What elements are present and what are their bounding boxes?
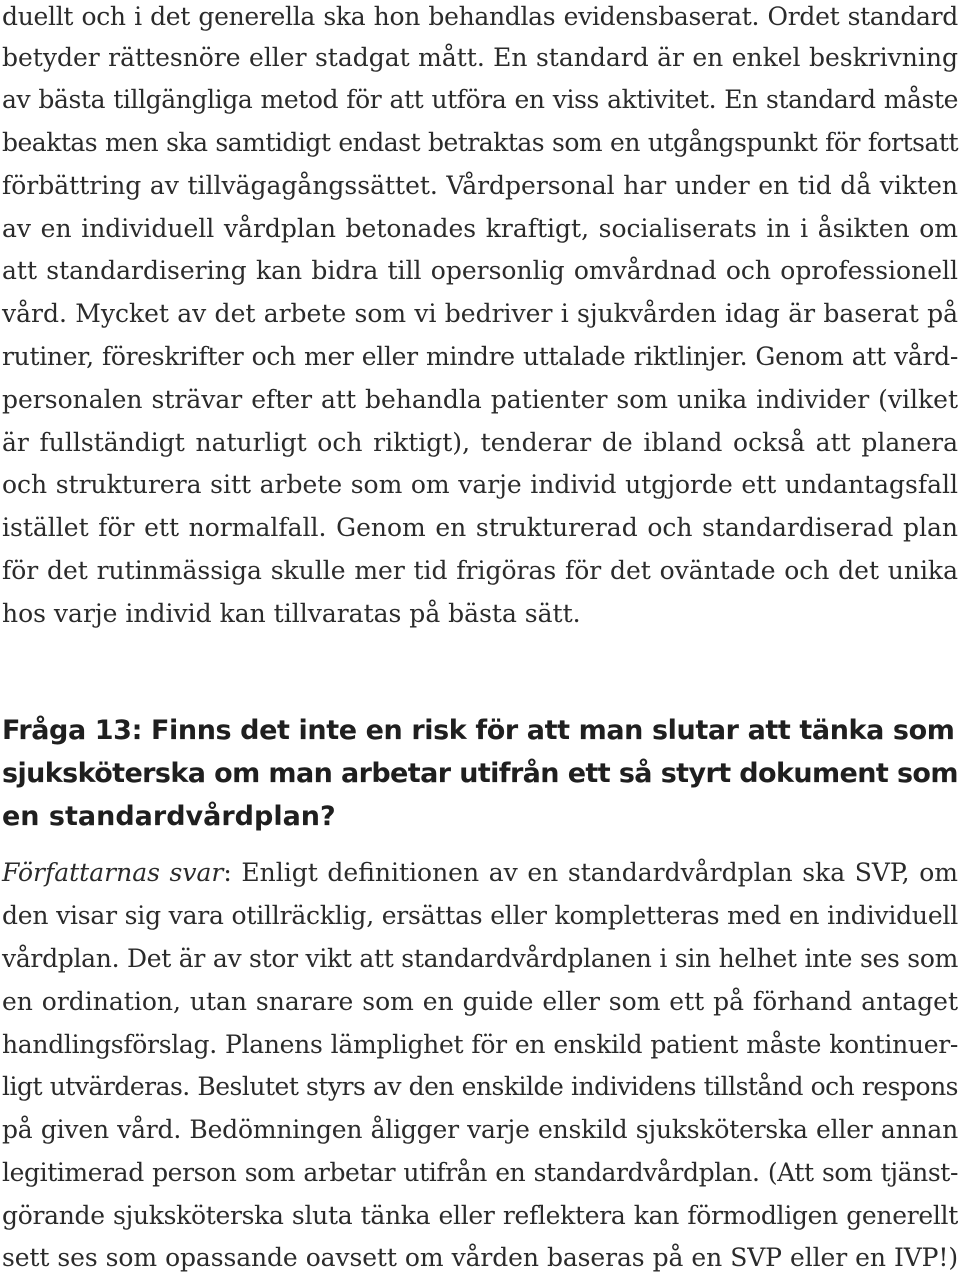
answer-text-line: sett ses som opassande oavsett om vården baseras på en SVP eller en IVP!) <box>2 1243 958 1272</box>
body-text-line: hos varje individ kan tillvaratas på bästa sätt. <box>2 599 581 628</box>
answer-text-line: den visar sig vara otillräcklig, ersättas eller kompletteras med en individuell <box>2 901 958 930</box>
body-text-line: av en individuell vårdplan betonades kraftigt, socialiserats in i åsikten om <box>2 214 958 243</box>
answer-label: Författarnas svar <box>2 858 224 887</box>
body-text-line: istället för ett normalfall. Genom en strukturerad och standardiserad plan <box>2 513 958 542</box>
body-text-line: personalen strävar efter att behandla patienter som unika individer (vilket <box>2 385 958 414</box>
body-text-line: duellt och i det generella ska hon behandlas evidensbaserat. Ordet standard <box>2 2 958 31</box>
question-heading-line: sjuksköterska om man arbetar utifrån ett så styrt dokument som <box>2 758 958 789</box>
answer-first-line <box>2 858 958 888</box>
question-heading-line: Fråga 13: Finns det inte en risk för att man slutar att tänka som <box>2 715 955 746</box>
body-text-line: är fullständigt naturligt och riktigt), tenderar de ibland också att planera <box>2 428 958 457</box>
answer-text-line: en ordination, utan snarare som en guide eller som ett på förhand antaget <box>2 987 958 1016</box>
body-text-line: vård. Mycket av det arbete som vi bedriver i sjukvården idag är baserat på <box>2 299 958 328</box>
body-text-line: för det rutinmässiga skulle mer tid frigöras för det oväntade och det unika <box>2 556 958 585</box>
body-text-line: betyder rättesnöre eller stadgat mått. En standard är en enkel beskrivning <box>2 43 958 72</box>
body-text-line: beaktas men ska samtidigt endast betraktas som en utgångspunkt för fortsatt <box>2 128 958 157</box>
body-text-line: och strukturera sitt arbete som om varje individ utgjorde ett undantagsfall <box>2 470 958 499</box>
answer-text-line: görande sjuksköterska sluta tänka eller reflektera kan förmodligen generellt <box>2 1201 958 1230</box>
body-text-line: rutiner, föreskrifter och mer eller mindre uttalade riktlinjer. Genom att vård- <box>2 342 958 371</box>
answer-text-line: legitimerad person som arbetar utifrån en standardvårdplan. (Att som tjänst- <box>2 1158 958 1187</box>
answer-text-line: ligt utvärderas. Beslutet styrs av den enskilde individens tillstånd och respons <box>2 1072 958 1101</box>
body-text-line: att standardisering kan bidra till opersonlig omvårdnad och oprofessionell <box>2 256 958 285</box>
answer-first-line-text: : Enligt definitionen av en standardvårdplan ska SVP, om <box>223 858 958 887</box>
question-heading-line: en standardvårdplan? <box>2 801 336 832</box>
answer-text-line: vårdplan. Det är av stor vikt att standardvårdplanen i sin helhet inte ses som <box>2 944 958 973</box>
answer-text-line: handlingsförslag. Planens lämplighet för en enskild patient måste kontinuer- <box>2 1030 958 1059</box>
answer-text-line: på given vård. Bedömningen åligger varje enskild sjuksköterska eller annan <box>2 1115 958 1144</box>
body-text-line: förbättring av tillvägagångssättet. Vårdpersonal har under en tid då vikten <box>2 171 958 200</box>
body-text-line: av bästa tillgängliga metod för att utföra en viss aktivitet. En standard måste <box>2 85 958 114</box>
